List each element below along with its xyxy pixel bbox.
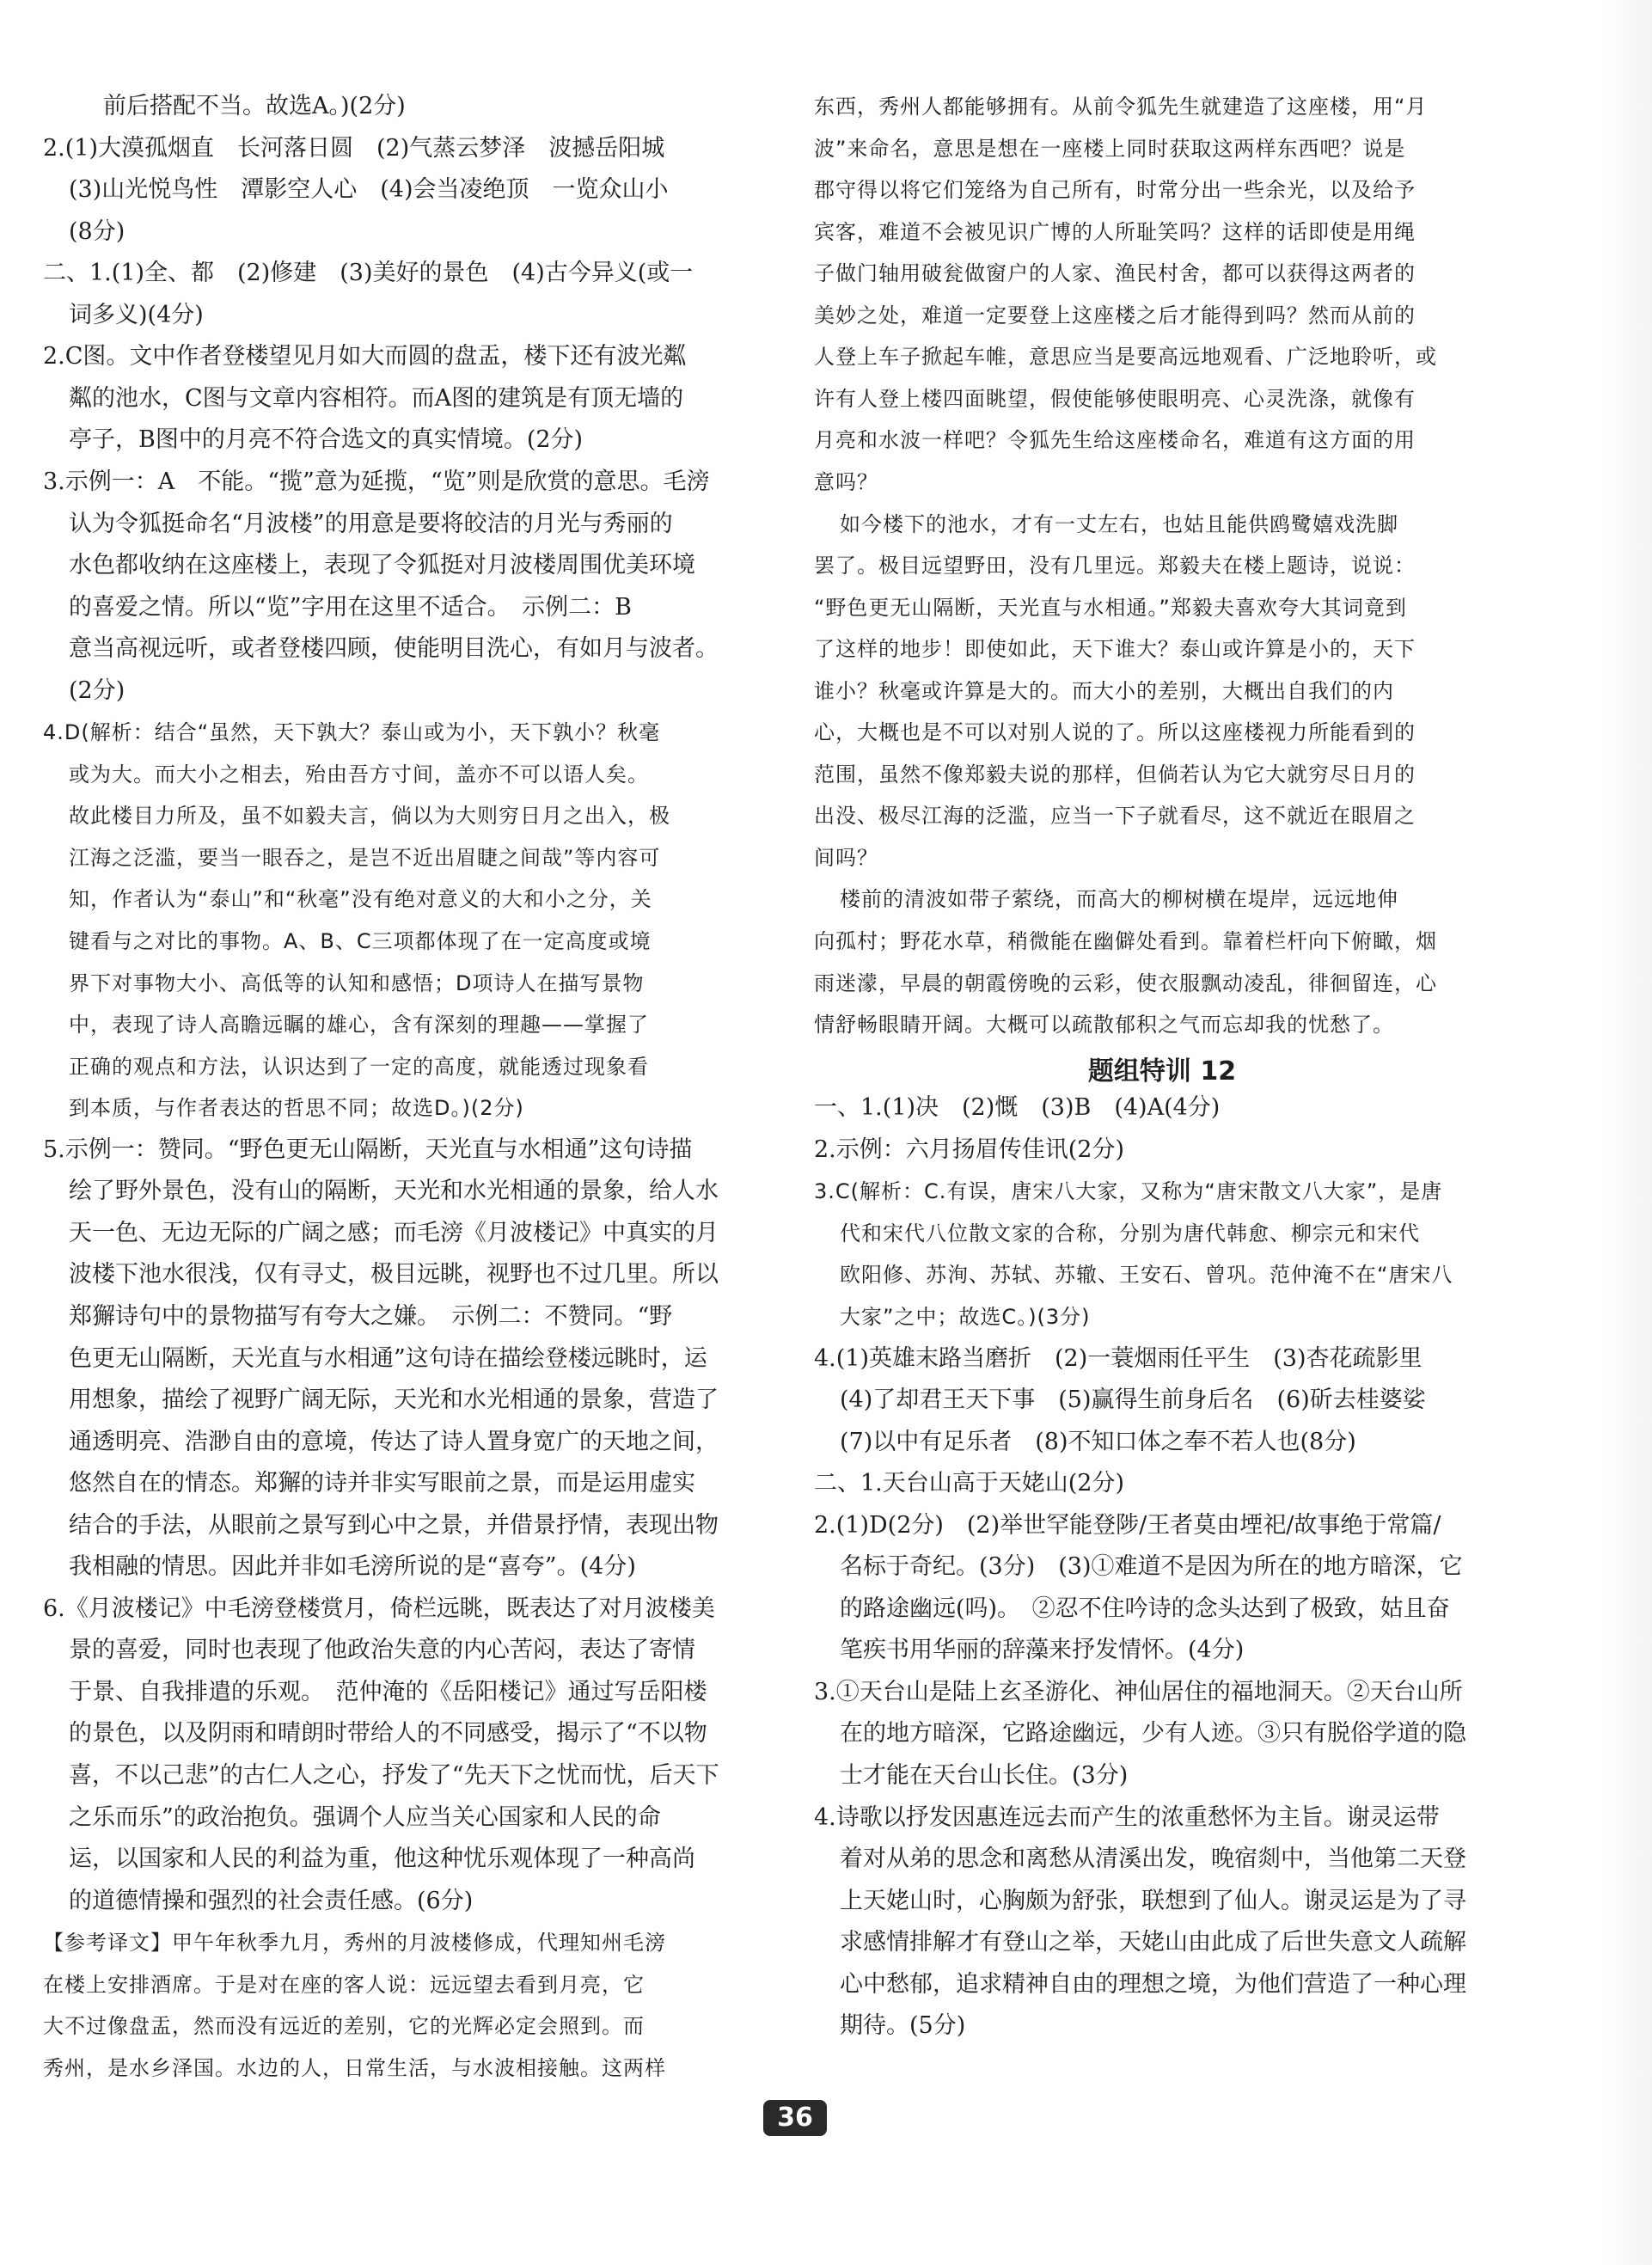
text-line: 求感情排解才有登山之举，天姥山由此成了后世失意文人疏解 xyxy=(840,1929,1466,1956)
text-line: 于景、自我排遣的乐观。 范仲淹的《岳阳楼记》通过写岳阳楼 xyxy=(69,1678,707,1705)
text-line: 6.《月波楼记》中毛滂登楼赏月，倚栏远眺，既表达了对月波楼美 xyxy=(43,1595,715,1622)
text-line: 郑獬诗句中的景物描写有夸大之嫌。 示例二：不赞同。“野 xyxy=(69,1302,673,1330)
text-line: 2.示例：六月扬眉传佳讯(2分) xyxy=(814,1136,1125,1163)
text-line: 美妙之处，难道一定要登上这座楼之后才能得到吗？然而从前的 xyxy=(814,303,1416,328)
text-line: 水色都收纳在这座楼上，表现了令狐挺对月波楼周围优美环境 xyxy=(69,552,695,579)
text-line: 江海之泛滥，要当一眼吞之，是岂不近出眉睫之间哉”等内容可 xyxy=(69,845,661,870)
text-line: 通透明亮、浩渺自由的意境，传达了诗人置身宽广的天地之间， xyxy=(69,1428,719,1455)
text-line: 亭子，B图中的月亮不符合选文的真实情境。(2分) xyxy=(69,426,584,454)
text-line: 3.示例一：A 不能。“揽”意为延揽，“览”则是欣赏的意思。毛滂 xyxy=(43,468,710,495)
text-line: 3.C(解析：C.有误，唐宋八大家，又称为“唐宋散文八大家”，是唐 xyxy=(814,1179,1443,1204)
text-line: (7)以中有足乐者 (8)不知口体之奉不若人也(8分) xyxy=(840,1428,1356,1455)
text-line: 2.(1)大漠孤烟直 长河落日圆 (2)气蒸云梦泽 波撼岳阳城 xyxy=(43,134,665,162)
text-line: 如今楼下的池水，才有一丈左右，也姑且能供鸥鹭嬉戏洗脚 xyxy=(840,511,1398,536)
text-line: 波”来命名，意思是想在一座楼上同时获取这两样东西吧？说是 xyxy=(814,136,1406,161)
text-line: 用想象，描绘了视野广阔无际，天光和水光相通的景象，营造了 xyxy=(69,1387,719,1414)
text-line: 之乐而乐”的政治抱负。强调个人应当关心国家和人民的命 xyxy=(69,1803,661,1831)
text-line: 着对从弟的思念和离愁从清溪出发，晚宿剡中，当他第二天登 xyxy=(840,1846,1466,1873)
text-line: 认为令狐挺命名“月波楼”的用意是要将皎洁的月光与秀丽的 xyxy=(69,510,673,537)
text-line: 东西，秀州人都能够拥有。从前令狐先生就建造了这座楼，用“月 xyxy=(814,95,1428,119)
text-line: 情舒畅眼睛开阔。大概可以疏散郁积之气而忘却我的忧愁了。 xyxy=(814,1013,1394,1038)
text-line: 二、1.天台山高于天姥山(2分) xyxy=(814,1470,1125,1497)
text-line: 宾客，难道不会被见识广博的人所耻笑吗？这样的话即使是用绳 xyxy=(814,219,1416,244)
text-line: 大家”之中；故选C。)(3分) xyxy=(840,1304,1091,1329)
text-line: 人登上车子掀起车帷，意思应当是要高远地观看、广泛地聆听，或 xyxy=(814,345,1437,370)
text-line: (4)了却君王天下事 (5)赢得生前身后名 (6)斫去桂婆娑 xyxy=(840,1387,1426,1414)
text-line: 名标于奇纪。(3分) (3)①难道不是因为所在的地方暗深，它 xyxy=(840,1553,1463,1581)
text-line: 在的地方暗深，它路途幽远，少有人迹。③只有脱俗学道的隐 xyxy=(840,1720,1466,1748)
text-line: 雨迷濛，早晨的朝霞傍晚的云彩，使衣服飘动凌乱，徘徊留连，心 xyxy=(814,970,1437,995)
text-line: 词多义)(4分) xyxy=(69,301,204,328)
text-line: 的喜爱之情。所以“览”字用在这里不适合。 示例二：B xyxy=(69,593,632,621)
text-line: 粼的池水，C图与文章内容相符。而A图的建筑是有顶无墙的 xyxy=(69,384,684,412)
text-line: 或为大。而大小之相去，殆由吾方寸间，盖亦不可以语人矣。 xyxy=(69,762,649,787)
text-line: 意当高视远听，或者登楼四顾，使能明目洗心，有如月与波者。 xyxy=(69,635,719,663)
text-line: 正确的观点和方法，认识达到了一定的高度，就能透过现象看 xyxy=(69,1054,649,1079)
text-line: (2分) xyxy=(69,676,125,704)
text-line: 的景色，以及阴雨和晴朗时带给人的不同感受，揭示了“不以物 xyxy=(69,1720,707,1748)
text-line: 意吗？ xyxy=(814,469,878,494)
text-line: (3)山光悦鸟性 潭影空人心 (4)会当凌绝顶 一览众山小 xyxy=(69,176,669,204)
text-line: 子做门轴用破瓮做窗户的人家、渔民村舍，都可以获得这两者的 xyxy=(814,261,1416,286)
text-line: (8分) xyxy=(69,217,125,245)
text-line: 键看与之对比的事物。A、B、C三项都体现了在一定高度或境 xyxy=(69,929,652,953)
text-line: 秀州，是水乡泽国。水边的人，日常生活，与水波相接触。这两样 xyxy=(43,2055,666,2080)
text-line: 楼前的清波如带子萦绕，而高大的柳树横在堤岸，远远地伸 xyxy=(840,887,1398,912)
text-line: 许有人登上楼四面眺望，假使能够使眼明亮、心灵洗涤，就像有 xyxy=(814,386,1416,411)
text-line: 天一色、无边无际的广阔之感；而毛滂《月波楼记》中真实的月 xyxy=(69,1219,719,1246)
text-line: 上天姥山时，心胸颇为舒张，联想到了仙人。谢灵运是为了寻 xyxy=(840,1887,1466,1914)
text-line: 绘了野外景色，没有山的隔断，天光和水光相通的景象，给人水 xyxy=(69,1178,719,1205)
text-line: 心，大概也是不可以对别人说的了。所以这座楼视力所能看到的 xyxy=(814,720,1416,745)
text-line: 的路途幽远(吗)。 ②忍不住吟诗的念头达到了极致，姑且奋 xyxy=(840,1595,1450,1622)
text-line: 月亮和水波一样吧？令狐先生给这座楼命名，难道有这方面的用 xyxy=(814,428,1416,453)
text-line: 向孤村；野花水草，稍微能在幽僻处看到。靠着栏杆向下俯瞰，烟 xyxy=(814,929,1437,953)
section-title: 题组特训 12 xyxy=(1087,1056,1237,1087)
text-line: 在楼上安排酒席。于是对在座的客人说：远远望去看到月亮，它 xyxy=(43,1972,645,1997)
text-line: 代和宋代八位散文家的合称，分别为唐代韩愈、柳宗元和宋代 xyxy=(840,1221,1420,1246)
text-line: 我相融的情思。因此并非如毛滂所说的是“喜夸”。(4分) xyxy=(69,1553,636,1581)
text-line: 3.①天台山是陆上玄圣游化、神仙居住的福地洞天。②天台山所 xyxy=(814,1678,1463,1705)
text-line: 范围，虽然不像郑毅夫说的那样，但倘若认为它大就穷尽日月的 xyxy=(814,762,1416,787)
text-line: 4.(1)英雄末路当磨折 (2)一蓑烟雨任平生 (3)杏花疏影里 xyxy=(814,1344,1423,1372)
text-line: 了这样的地步！即使如此，天下谁大？泰山或许算是小的，天下 xyxy=(814,637,1416,662)
text-line: 【参考译文】甲午年秋季九月，秀州的月波楼修成，代理知州毛滂 xyxy=(43,1931,666,1956)
text-line: 知，作者认为“泰山”和“秋毫”没有绝对意义的大和小之分，关 xyxy=(69,887,652,912)
text-line: 波楼下池水很浅，仅有寻丈，极目远眺，视野也不过几里。所以 xyxy=(69,1261,719,1289)
text-line: 前后搭配不当。故选A。)(2分) xyxy=(103,93,406,119)
text-line: 界下对事物大小、高低等的认知和感悟；D项诗人在描写景物 xyxy=(69,970,645,995)
text-line: 笔疾书用华丽的辞藻来抒发情怀。(4分) xyxy=(840,1637,1245,1664)
text-line: “野色更无山隔断，天光直与水相通。”郑毅夫喜欢夸大其词竟到 xyxy=(814,595,1407,620)
text-line: 士才能在天台山长住。(3分) xyxy=(840,1762,1129,1789)
text-line: 4.D(解析：结合“虽然，天下孰大？泰山或为小，天下孰小？秋毫 xyxy=(43,720,661,745)
text-line: 运，以国家和人民的利益为重，他这种忧乐观体现了一种高尚 xyxy=(69,1846,695,1873)
text-line: 悠然自在的情态。郑獬的诗并非实写眼前之景，而是运用虚实 xyxy=(69,1470,695,1497)
text-line: 色更无山隔断，天光直与水相通”这句诗在描绘登楼远眺时，运 xyxy=(69,1344,707,1372)
page-number: 36 xyxy=(763,2100,827,2136)
text-line: 2.(1)D(2分) (2)举世罕能登陟/王者莫由堙祀/故事绝于常篇/ xyxy=(814,1511,1441,1539)
text-line: 景的喜爱，同时也表现了他政治失意的内心苦闷，表达了寄情 xyxy=(69,1637,695,1664)
text-line: 4.诗歌以抒发因惠连远去而产生的浓重愁怀为主旨。谢灵运带 xyxy=(814,1803,1440,1831)
text-line: 间吗？ xyxy=(814,845,878,870)
text-line: 欧阳修、苏洵、苏轼、苏辙、王安石、曾巩。范仲淹不在“唐宋八 xyxy=(840,1263,1453,1288)
text-line: 喜，不以己悲”的古仁人之心，抒发了“先天下之忧而忧，后天下 xyxy=(69,1762,719,1789)
text-line: 二、1.(1)全、都 (2)修建 (3)美好的景色 (4)古今异义(或一 xyxy=(43,260,694,287)
text-line: 出没、极尽江海的泛滥，应当一下子就看尽，这不就近在眼眉之 xyxy=(814,804,1416,829)
text-line: 郡守得以将它们笼络为自己所有，时常分出一些余光，以及给予 xyxy=(814,178,1416,203)
text-line: 心中愁郁，追求精神自由的理想之境，为他们营造了一种心理 xyxy=(840,1970,1466,1998)
text-line: 期待。(5分) xyxy=(840,2012,966,2040)
text-line: 谁小？秋毫或许算是大的。而大小的差别，大概出自我们的内 xyxy=(814,678,1394,703)
text-line: 中，表现了诗人高瞻远瞩的雄心，含有深刻的理趣——掌握了 xyxy=(69,1013,649,1038)
page-edge-shadow xyxy=(1600,0,1652,2265)
text-line: 5.示例一：赞同。“野色更无山隔断，天光直与水相通”这句诗描 xyxy=(43,1136,693,1163)
text-line: 到本质，与作者表达的哲思不同；故选D。)(2分) xyxy=(69,1096,524,1121)
text-line: 的道德情操和强烈的社会责任感。(6分) xyxy=(69,1887,474,1914)
text-line: 一、1.(1)决 (2)慨 (3)B (4)A(4分) xyxy=(814,1094,1221,1122)
text-line: 结合的手法，从眼前之景写到心中之景，并借景抒情，表现出物 xyxy=(69,1511,719,1539)
text-line: 2.C图。文中作者登楼望见月如大而圆的盘盂，楼下还有波光粼 xyxy=(43,343,687,370)
text-line: 罢了。极目远望野田，没有几里远。郑毅夫在楼上题诗，说说： xyxy=(814,554,1416,578)
text-line: 故此楼目力所及，虽不如毅夫言，倘以为大则穷日月之出入，极 xyxy=(69,804,670,829)
text-line: 大不过像盘盂，然而没有远近的差别，它的光辉必定会照到。而 xyxy=(43,2014,645,2039)
